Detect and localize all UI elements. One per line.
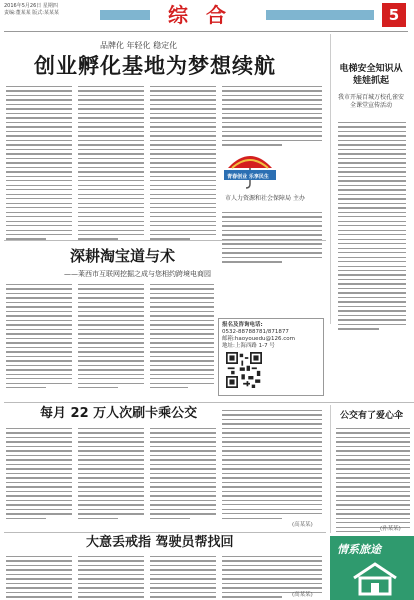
right-column-headline: 公交有了爱心伞 [340, 411, 404, 421]
page-number: 5 [382, 3, 406, 27]
lead-body-col-2 [78, 86, 144, 243]
divider-3 [4, 532, 326, 533]
lead-body-col-1 [6, 86, 72, 243]
second-body-col-3 [150, 284, 214, 392]
logo-text: 青春创业 乐享民生 [227, 174, 269, 180]
divider-1 [4, 240, 326, 241]
umbrella-logo-icon [222, 146, 278, 192]
sidebar-subhead: 我市开展百城万校孔雀安全课堂宣传活动 [338, 94, 405, 109]
third-body-col-1 [6, 428, 72, 522]
sidebar-headline: 电梯安全知识从娃娃抓起 [339, 64, 403, 86]
right-column-body [336, 428, 410, 536]
right-column-rule [330, 405, 331, 533]
byline-tag-3: (孙某某) [380, 526, 401, 532]
contact-info [222, 322, 295, 350]
contact-phone: 0532-88788781/871877 [222, 329, 289, 335]
lead-kicker: 品牌化 年轻化 稳定化 [100, 41, 178, 50]
masthead [0, 0, 414, 30]
column-badge-title: 情系旅途 [337, 543, 381, 556]
lead-headline: 创业孵化基地为梦想续航 [34, 54, 276, 78]
contact-email: 邮箱:haoyouedu@126.com [222, 336, 296, 342]
fourth-body-col-3 [150, 556, 216, 600]
third-body-col-2 [78, 428, 144, 522]
sidebar-body [338, 122, 406, 333]
second-body-col-1 [6, 284, 72, 392]
lead-body-col-4b [222, 212, 322, 266]
logo-caption-text: 市人力资源和社会保障局 主办 [225, 195, 305, 202]
top-rule [4, 31, 408, 32]
byline-tag-1: (高某某) [292, 522, 313, 528]
lead-body-col-4 [222, 86, 322, 149]
fourth-body-col-1 [6, 556, 72, 600]
third-headline: 每月 22 万人次刷卡乘公交 [40, 406, 198, 421]
masthead-meta [4, 3, 59, 17]
third-body-col-4 [222, 410, 322, 522]
section-title: 综合 [168, 3, 244, 27]
lead-body-col-3 [150, 86, 216, 243]
editor-line: 责编:董某某 版式:某某某 [4, 10, 59, 16]
masthead-bar-left [100, 10, 150, 20]
date-line: 2016年5月26日 星期四 [4, 3, 58, 9]
divider-2 [4, 402, 414, 403]
contact-line-1: 报名及咨询电话: [222, 322, 263, 328]
second-headline: 深耕淘宝道与术 [70, 247, 176, 265]
house-icon [350, 560, 400, 596]
fourth-headline: 大意丢戒指 驾驶员帮找回 [86, 535, 234, 550]
second-body-col-2 [78, 284, 144, 392]
fourth-body-col-2 [78, 556, 144, 600]
second-subhead: ——莱西市互联网挖掘之成与您相约跨境电商园 [64, 270, 211, 278]
byline-tag-2: (高某某) [292, 592, 313, 598]
logo-caption [218, 174, 312, 203]
contact-address: 地址:上海西路 1-7 号 [222, 343, 275, 349]
masthead-bar-right [266, 10, 374, 20]
third-body-col-3 [150, 428, 216, 522]
qr-code-icon [226, 352, 262, 388]
